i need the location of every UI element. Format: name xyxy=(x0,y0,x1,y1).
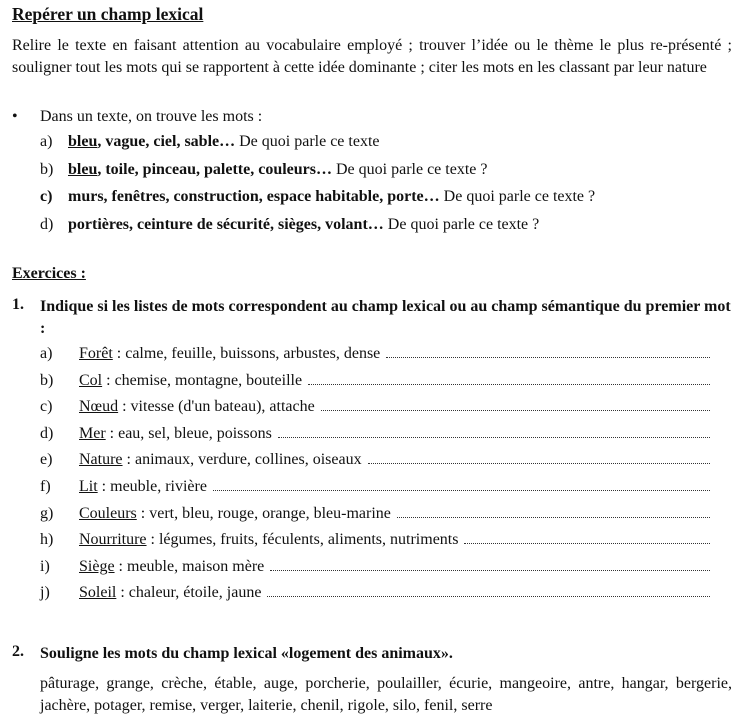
list-item-words: : chaleur, étoile, jaune xyxy=(116,584,262,602)
question-1-text: Indique si les listes de mots correspondent au champ lexical ou au champ sémantique du premier mot : xyxy=(40,298,731,337)
list-item-text xyxy=(79,451,362,469)
example-letter: c) xyxy=(40,188,53,205)
answer-dotted-line[interactable] xyxy=(213,478,710,491)
answer-dotted-line[interactable] xyxy=(270,558,710,571)
example-letter: b) xyxy=(40,161,54,178)
list-item-text xyxy=(79,398,315,416)
intro-paragraph: Relire le texte en faisant attention au vocabulaire employé ; trouver l’idée ou le thème le plus re-présenté ; souligner tout les mots qui se rapportent à cette idée dominante ; citer les mots en les classant par leur nature xyxy=(12,37,732,76)
list-item-head-word: Col xyxy=(79,371,103,389)
page-title: Repérer un champ lexical xyxy=(12,4,204,24)
list-item-body xyxy=(79,505,710,523)
example-words: murs, fenêtres, construction, espace habitable, porte… xyxy=(68,188,440,205)
list-item-head-word: Siège xyxy=(79,557,115,575)
example-words: , vague, ciel, sable… xyxy=(97,133,236,150)
list-item-head-word: Mer xyxy=(79,424,106,442)
list-item-letter: g) xyxy=(40,504,54,522)
list-item xyxy=(40,531,710,553)
exercices-heading: Exercices : xyxy=(12,265,86,282)
list-item xyxy=(40,425,710,447)
example-letter: d) xyxy=(40,216,54,233)
example-question: De quoi parle ce texte xyxy=(235,133,380,150)
list-item xyxy=(40,451,710,473)
list-item-letter: b) xyxy=(40,371,54,389)
list-item-words: : légumes, fruits, féculents, aliments, nutriments xyxy=(146,531,459,549)
list-item-text xyxy=(79,558,264,576)
example-words: , toile, pinceau, palette, couleurs… xyxy=(97,161,332,178)
answer-dotted-line[interactable] xyxy=(278,425,710,438)
list-item-letter: a) xyxy=(40,345,53,362)
list-item xyxy=(40,478,710,500)
list-item-head-word: Nourriture xyxy=(79,531,147,549)
list-item-body xyxy=(79,398,710,416)
list-item-body xyxy=(79,531,710,549)
answer-dotted-line[interactable] xyxy=(386,345,710,358)
list-item-head-word: Lit xyxy=(79,478,98,495)
list-item-body xyxy=(79,451,710,469)
list-item-body xyxy=(79,372,710,390)
list-item-head-word: Nœud xyxy=(79,398,119,416)
list-item-text xyxy=(79,584,261,602)
list-item-letter: j) xyxy=(40,584,50,602)
list-item-body xyxy=(79,478,710,496)
list-item-words: : meuble, rivière xyxy=(97,478,207,495)
list-item xyxy=(40,505,710,527)
list-item-letter: i) xyxy=(40,557,50,575)
list-item-letter: c) xyxy=(40,398,53,416)
list-item-text xyxy=(79,372,302,390)
list-item-letter: d) xyxy=(40,424,54,442)
example-words: portières, ceinture de sécurité, sièges, volant… xyxy=(68,216,384,233)
list-item-words: : calme, feuille, buissons, arbustes, dense xyxy=(112,345,381,362)
list-item-words: : vert, bleu, rouge, orange, bleu-marine xyxy=(136,504,391,522)
list-item-text xyxy=(79,505,391,523)
list-item-text xyxy=(79,345,380,363)
list-item-letter: h) xyxy=(40,531,54,549)
list-item xyxy=(40,558,710,580)
list-item-body xyxy=(79,425,710,443)
answer-dotted-line[interactable] xyxy=(464,531,710,544)
question-2-text: Souligne les mots du champ lexical «logement des animaux». xyxy=(40,645,453,662)
list-item-letter: e) xyxy=(40,451,53,469)
list-item xyxy=(40,372,710,394)
example-first-word: bleu xyxy=(68,133,98,150)
list-item-words: : vitesse (d'un bateau), attache xyxy=(118,398,315,416)
list-item-text xyxy=(79,478,207,496)
list-item-text xyxy=(79,425,272,443)
example-question: De quoi parle ce texte ? xyxy=(331,161,488,178)
answer-dotted-line[interactable] xyxy=(397,505,710,518)
list-item-head-word: Soleil xyxy=(79,584,117,602)
list-item-words: : meuble, maison mère xyxy=(114,557,265,575)
answer-dotted-line[interactable] xyxy=(267,584,710,597)
answer-dotted-line[interactable] xyxy=(368,451,710,464)
answer-dotted-line[interactable] xyxy=(321,398,710,411)
list-item xyxy=(40,345,710,367)
list-item-body xyxy=(79,345,710,363)
question-1-number: 1. xyxy=(12,296,24,313)
list-item-body xyxy=(79,558,710,576)
list-item-letter: f) xyxy=(40,478,51,495)
question-2-word-list: pâturage, grange, crèche, étable, auge, porcherie, poulailler, écurie, mangeoire, antre, hangar, bergerie, jachère, potager, remise, verger, laiterie, chenil, rigole, silo, fenil, serre xyxy=(40,675,732,714)
list-item-body xyxy=(79,584,710,602)
bullet-text: Dans un texte, on trouve les mots : xyxy=(40,108,263,125)
question-2-number: 2. xyxy=(12,643,24,660)
list-item-head-word: Nature xyxy=(79,451,123,469)
list-item-words: : animaux, verdure, collines, oiseaux xyxy=(122,451,362,469)
example-question: De quoi parle ce texte ? xyxy=(383,216,540,233)
example-question: De quoi parle ce texte ? xyxy=(439,188,596,205)
list-item-words: : eau, sel, bleue, poissons xyxy=(105,424,272,442)
list-item-text xyxy=(79,531,458,549)
example-first-word: bleu xyxy=(68,161,98,178)
list-item xyxy=(40,584,710,606)
answer-dotted-line[interactable] xyxy=(308,372,710,385)
list-item-head-word: Forêt xyxy=(79,345,113,362)
list-item-head-word: Couleurs xyxy=(79,504,137,522)
list-item xyxy=(40,398,710,420)
list-item-words: : chemise, montagne, bouteille xyxy=(102,371,303,389)
bullet-marker: • xyxy=(12,108,18,125)
example-letter: a) xyxy=(40,133,53,150)
